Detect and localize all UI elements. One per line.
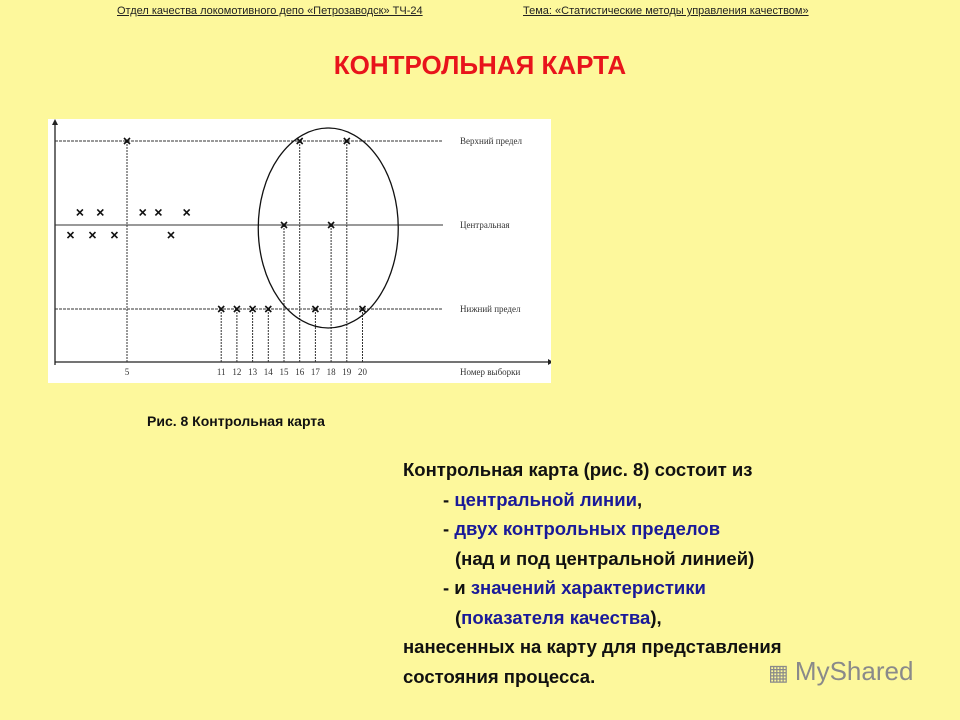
body-line: - двух контрольных пределов <box>443 518 721 539</box>
lower-limit-line-label: Нижний предел <box>460 304 521 314</box>
data-point <box>89 232 95 238</box>
data-point <box>67 232 73 238</box>
body-line: состояния процесса. <box>403 665 596 687</box>
body-text <box>403 455 782 691</box>
body-line: (над и под центральной линией) <box>455 547 755 569</box>
x-tick-label: 17 <box>310 367 320 377</box>
body-line: нанесенных на карту для представления <box>403 636 782 657</box>
x-tick-label: 18 <box>326 367 336 377</box>
x-tick-label: 11 <box>216 367 226 377</box>
data-point <box>140 209 146 215</box>
x-axis-arrow <box>548 359 551 365</box>
y-axis-arrow <box>52 119 58 125</box>
data-point <box>97 209 103 215</box>
x-tick-label: 16 <box>295 367 305 377</box>
header-topic: Тема: «Статистические методы управления качеством» <box>523 5 809 17</box>
x-tick-label: 15 <box>279 367 289 377</box>
center-line-label: Центральная <box>460 220 510 230</box>
body-line: (показателя качества), <box>455 606 662 628</box>
data-point <box>184 209 190 215</box>
data-point <box>155 209 161 215</box>
x-tick-label: 13 <box>248 367 258 377</box>
x-tick-label: 20 <box>358 367 367 377</box>
data-point <box>111 232 117 238</box>
control-chart <box>48 119 551 383</box>
x-axis-label: Номер выборки <box>460 367 521 377</box>
x-tick-label: 12 <box>232 367 242 377</box>
data-point <box>265 306 271 312</box>
header-department: Отдел качества локомотивного депо «Петрозаводск» ТЧ-24 <box>117 5 423 17</box>
data-point <box>250 306 256 312</box>
x-tick-label: 19 <box>342 367 352 377</box>
presentation-icon: ▦ <box>768 660 795 685</box>
data-point <box>77 209 83 215</box>
slide-title: КОНТРОЛЬНАЯ КАРТА <box>333 50 627 80</box>
data-point <box>168 232 174 238</box>
body-line: - и значений характеристики <box>443 577 706 598</box>
figure-caption: Рис. 8 Контрольная карта <box>147 413 325 429</box>
body-line: - центральной линии, <box>443 488 643 510</box>
upper-limit-line-label: Верхний предел <box>460 136 522 146</box>
x-tick-label: 5 <box>124 367 130 377</box>
body-line: Контрольная карта (рис. 8) состоит из <box>403 459 753 480</box>
watermark: ▦ MyShared <box>768 656 914 686</box>
x-tick-label: 14 <box>263 367 273 377</box>
